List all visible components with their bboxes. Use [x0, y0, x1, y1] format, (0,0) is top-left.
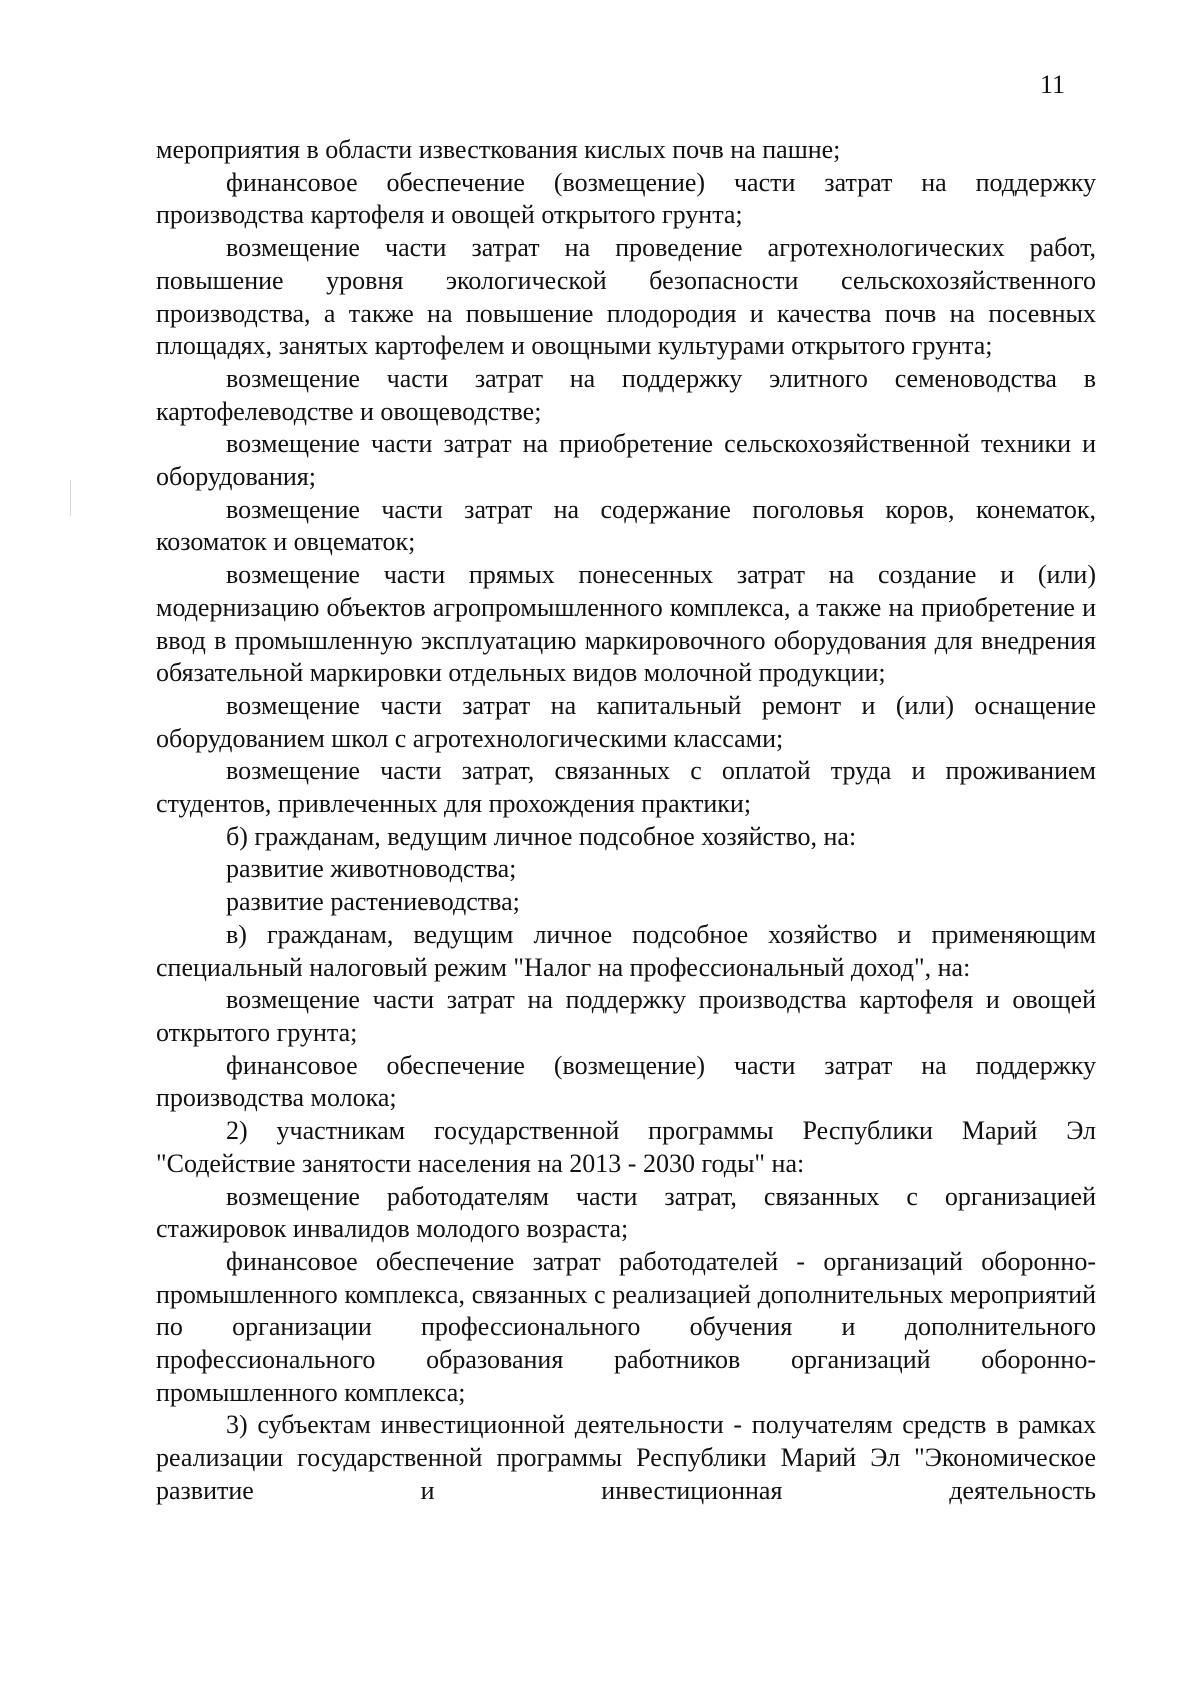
paragraph-17: возмещение работодателям части затрат, связанных с организацией стажировок инвалидов молодого возраста;	[156, 1181, 1096, 1244]
paragraph-11: развитие животноводства;	[226, 854, 517, 884]
paragraph-6: возмещение части затрат на содержание поголовья коров, конематок, козоматок и овцематок;	[156, 494, 1096, 557]
paragraph-9: возмещение части затрат, связанных с оплатой труда и проживанием студентов, привлеченных для прохождения практики;	[156, 756, 1096, 819]
paragraph-19: 3) субъектам инвестиционной деятельности - получателям средств в рамках реализации государственной программы Республики Марий Эл "Экономическое развитие и инвестиционная деятельность	[156, 1410, 1096, 1505]
page-number: 11	[1040, 70, 1066, 99]
paragraph-2: финансовое обеспечение (возмещение) части затрат на поддержку производства картофеля и овощей открытого грунта;	[156, 167, 1096, 230]
paragraph-15: финансовое обеспечение (возмещение) части затрат на поддержку производства молока;	[156, 1050, 1096, 1113]
paragraph-14: возмещение части затрат на поддержку производства картофеля и овощей открытого грунта;	[156, 985, 1096, 1047]
paragraph-13: в) гражданам, ведущим личное подсобное хозяйство и применяющим специальный налоговый режим "Налог на профессиональный доход", на:	[156, 919, 1096, 982]
paragraph-1: мероприятия в области известкования кислых почв на пашне;	[156, 135, 841, 164]
paragraph-10: б) гражданам, ведущим личное подсобное хозяйство, на:	[226, 821, 857, 851]
paragraph-16: 2) участникам государственной программы Республики Марий Эл "Содействие занятости населения на 2013 - 2030 годы" на:	[156, 1116, 1096, 1178]
paragraph-7: возмещение части прямых понесенных затрат на создание и (или) модернизацию объектов агропромышленного комплекса, а также на приобретение и ввод в промышленную эксплуатацию маркировочного оборудования для внедрения обязательной маркировки отдельных видов молочной продукции;	[156, 560, 1096, 688]
paragraph-3: возмещение части затрат на проведение агротехнологических работ, повышение уровня экологической безопасности сельскохозяйственного производства, а также на повышение плодородия и качества почв на посевных площадях, занятых картофелем и овощными культурами открытого грунта;	[156, 233, 1096, 361]
paragraph-5: возмещение части затрат на приобретение сельскохозяйственной техники и оборудования;	[156, 429, 1096, 492]
margin-mark	[70, 480, 71, 516]
document-body	[156, 134, 1096, 1508]
paragraph-12: развитие растениеводства;	[226, 887, 520, 917]
paragraph-18: финансовое обеспечение затрат работодателей - организаций оборонно-промышленного комплекса, связанных с реализацией дополнительных мероприятий по организации профессионального обучения и дополнительного профессионального образования работников организаций оборонно-промышленного комплекса;	[156, 1246, 1096, 1407]
paragraph-4: возмещение части затрат на поддержку элитного семеноводства в картофелеводстве и овощеводстве;	[156, 363, 1096, 426]
paragraph-8: возмещение части затрат на капитальный ремонт и (или) оснащение оборудованием школ с агротехнологическими классами;	[156, 690, 1096, 753]
